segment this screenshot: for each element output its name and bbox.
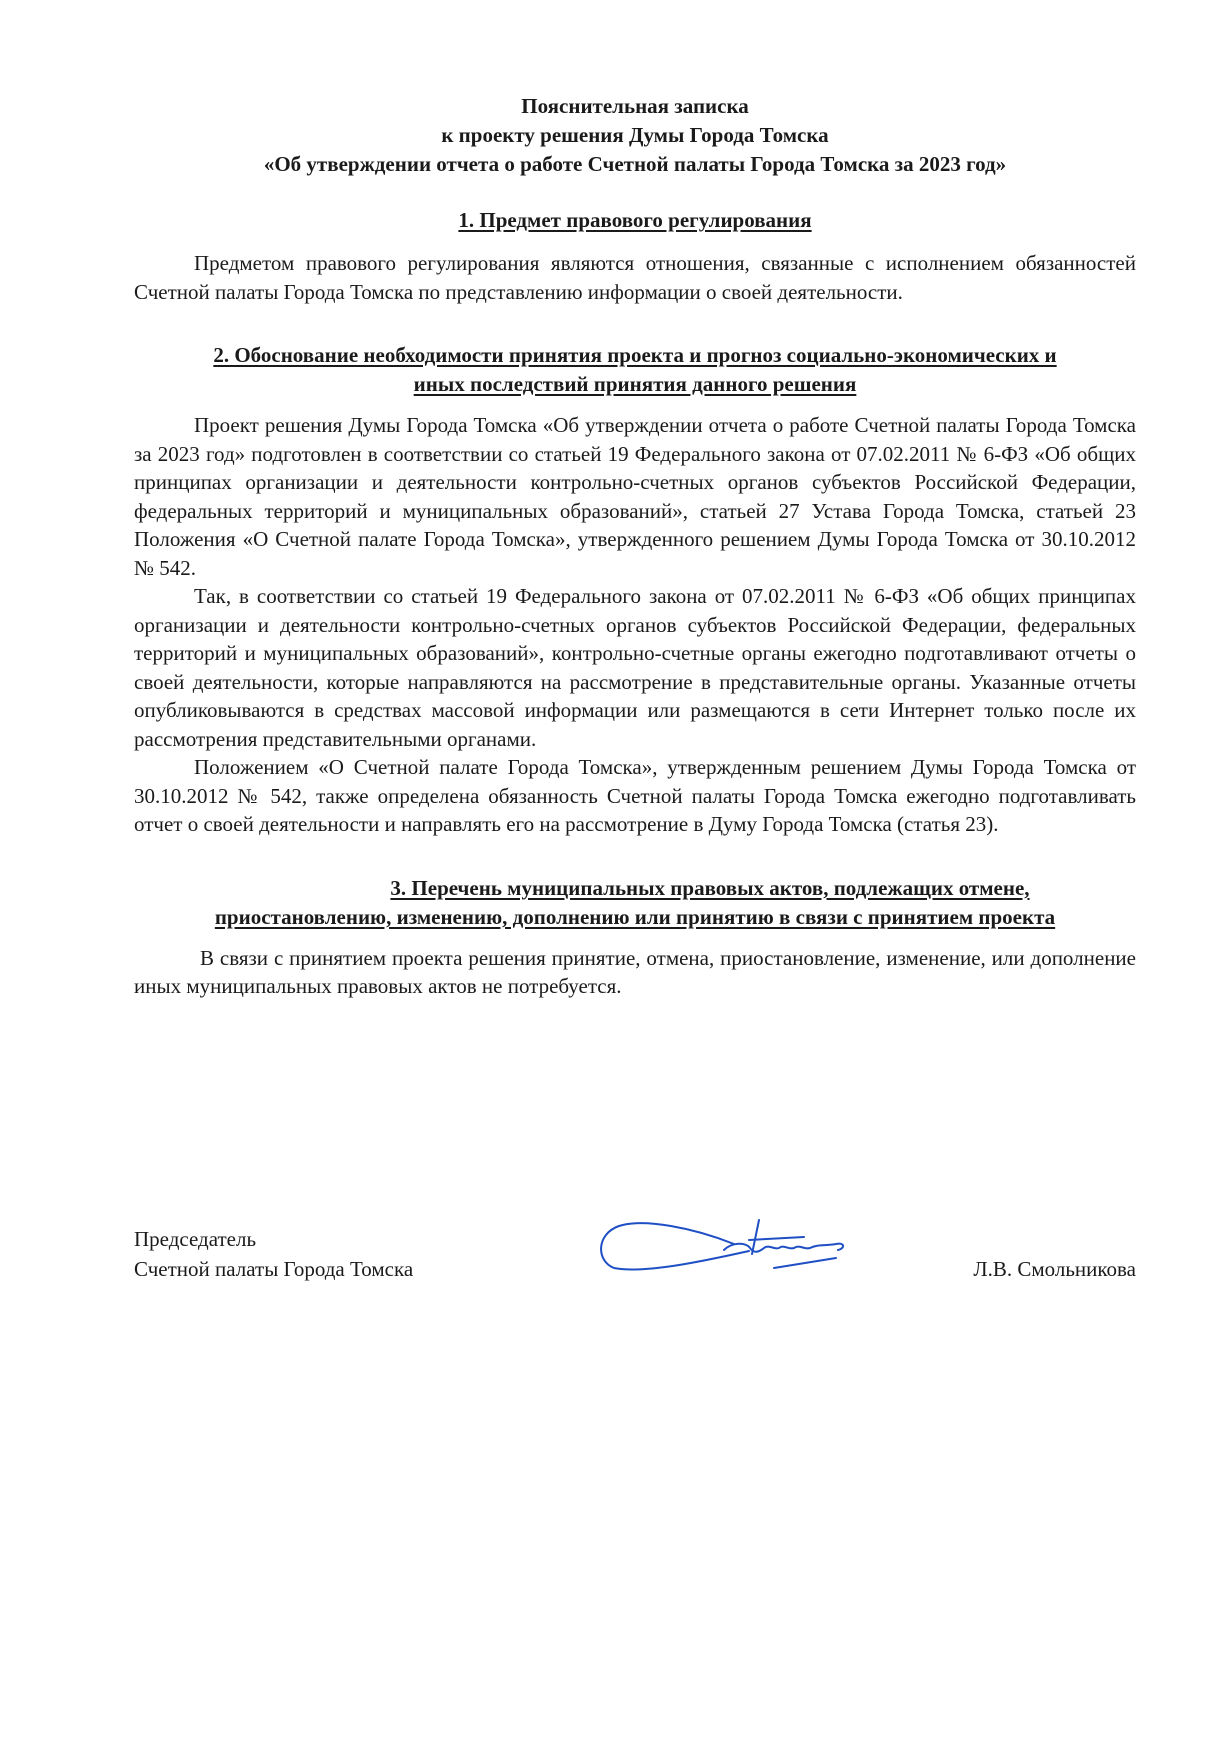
signatory-position	[134, 1224, 413, 1284]
section-1-paragraph-1: Предметом правового регулирования являются отношения, связанные с исполнением обязанностей Счетной палаты Города Томска по представлению информации о своей деятельности.	[134, 251, 1136, 304]
section-3-heading	[134, 874, 1136, 932]
section-2-heading-line-2: иных последствий принятия данного решения	[413, 372, 857, 396]
section-2-paragraph-2: Так, в соответствии со статьей 19 Федерального закона от 07.02.2011 № 6-ФЗ «Об общих принципах организации и деятельности контрольно-счетных органов субъектов Российской Федерации, федеральных территорий и муниципальных образований», контрольно-счетные органы ежегодно подготавливают отчеты о своей деятельности, которые направляются на рассмотрение в представительные органы. Указанные отчеты опубликовываются в средствах массовой информации или размещаются в сети Интернет только после их рассмотрения представительными органами.	[134, 584, 1136, 751]
title-line-3: «Об утверждении отчета о работе Счетной палаты Города Томска за 2023 год»	[263, 152, 1007, 176]
signatory-position-line-1: Председатель	[134, 1227, 257, 1251]
section-3-paragraph-1: В связи с принятием проекта решения принятие, отмена, приостановление, изменение, или дополнение иных муниципальных правовых актов не потребуется.	[134, 945, 1136, 998]
section-1-heading-line: 1. Предмет правового регулирования	[458, 208, 812, 232]
section-3-heading-line-1: 3. Перечень муниципальных правовых актов, подлежащих отмене,	[390, 875, 1030, 900]
document-title	[134, 92, 1136, 179]
section-2-heading-line-1: 2. Обоснование необходимости принятия проекта и прогноз социально-экономических и	[213, 343, 1057, 367]
section-3-heading-line-2: приостановлению, изменению, дополнению или принятию в связи с принятием проекта	[214, 904, 1056, 929]
document-body	[134, 92, 1136, 1001]
title-line-1: Пояснительная записка	[521, 94, 749, 118]
title-line-2: к проекту решения Думы Города Томска	[441, 123, 829, 147]
section-2-heading	[134, 341, 1136, 399]
signatory-name: Л.В. Смольникова	[973, 1257, 1136, 1281]
section-2-paragraph-3: Положением «О Счетной палате Города Томска», утвержденным решением Думы Города Томска от 30.10.2012 № 542, также определена обязанность Счетной палаты Города Томска ежегодно подготавливать отчет о своей деятельности и направлять его на рассмотрение в Думу Города Томска (статья 23).	[134, 755, 1136, 836]
section-2-paragraph-1: Проект решения Думы Города Томска «Об утверждении отчета о работе Счетной палаты Города Томска за 2023 год» подготовлен в соответствии со статьей 19 Федерального закона от 07.02.2011 № 6-ФЗ «Об общих принципах организации и деятельности контрольно-счетных органов субъектов Российской Федерации, федеральных территорий и муниципальных образований», статьей 27 Устава Города Томска, статьей 23 Положения «О Счетной палате Города Томска», утвержденного решением Думы Города Томска от 30.10.2012 № 542.	[134, 413, 1136, 580]
signatory-position-line-2: Счетной палаты Города Томска	[134, 1257, 414, 1281]
section-1-heading	[134, 206, 1136, 235]
signature-block	[134, 1216, 1136, 1296]
handwritten-signature-icon	[574, 1206, 894, 1296]
